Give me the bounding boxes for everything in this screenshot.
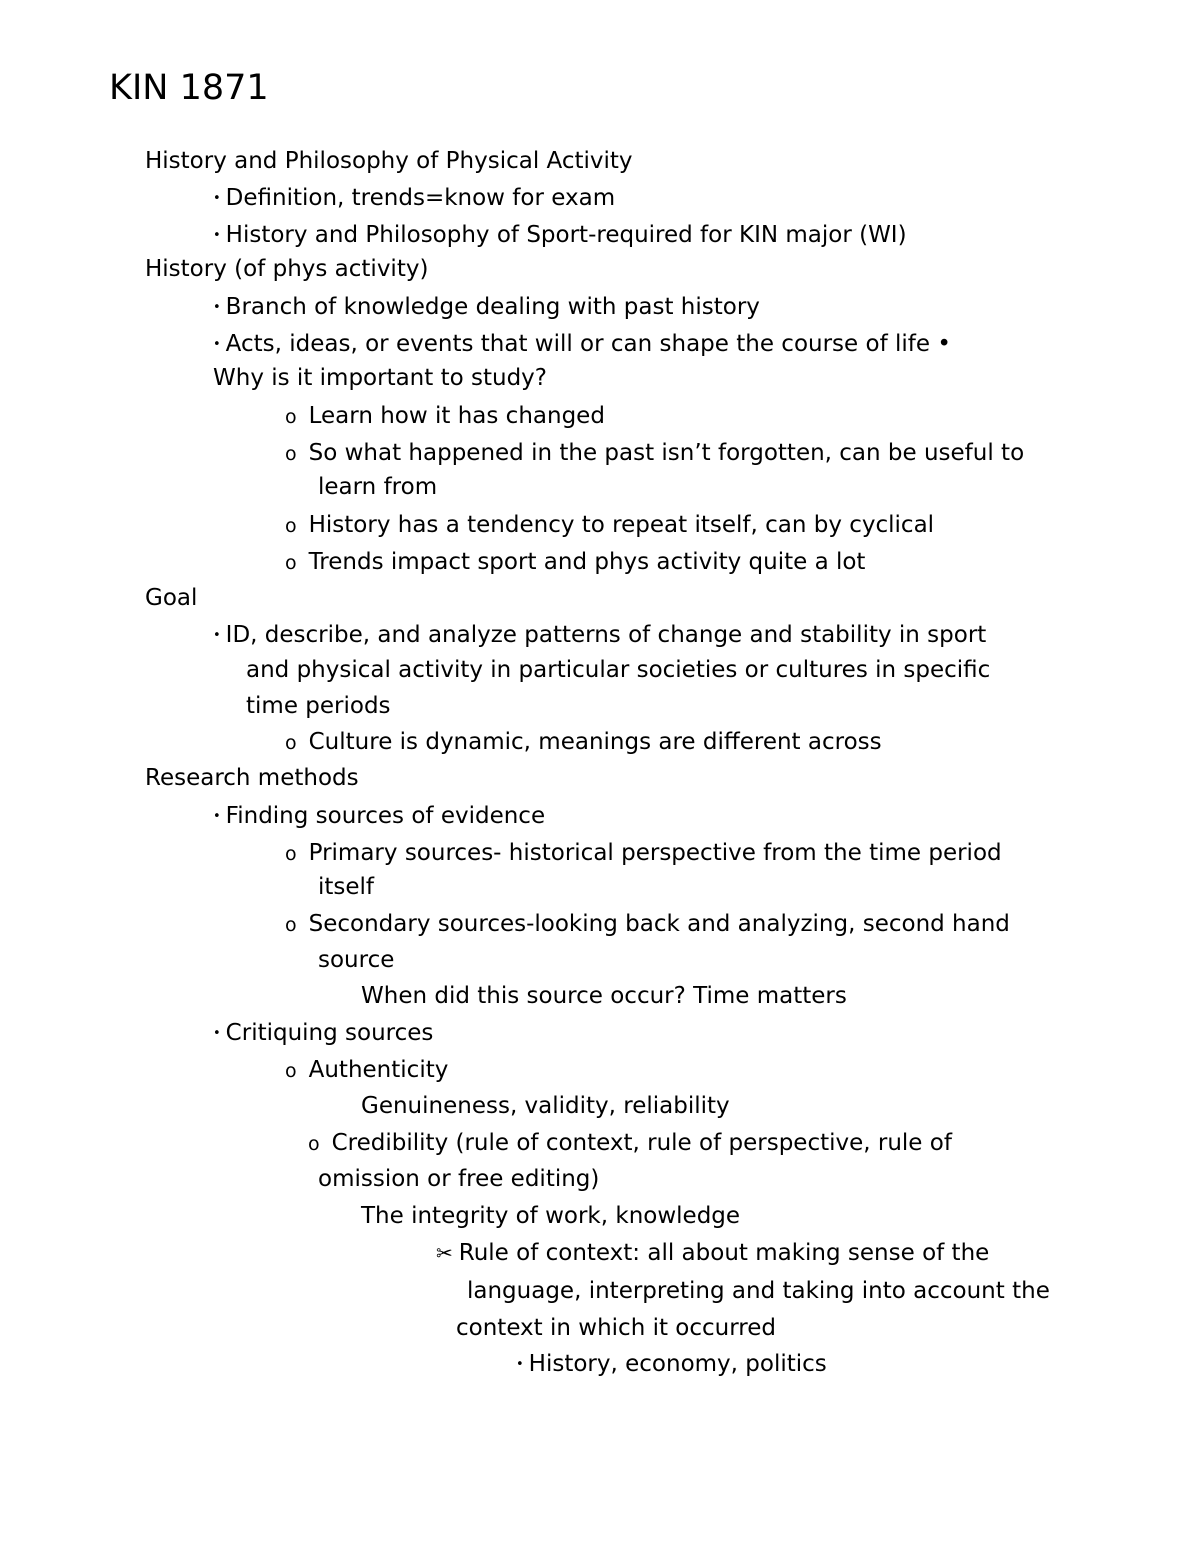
list-item (213, 329, 951, 360)
list-item-continuation: itself (318, 874, 375, 900)
list-item (308, 1128, 952, 1159)
list-item-text: Acts, ideas, or events that will or can shape the course of life • (225, 331, 951, 357)
list-item-text: Finding sources of evidence (225, 803, 546, 829)
list-item (516, 1349, 827, 1380)
circle-bullet-icon: o (285, 443, 297, 465)
list-item (213, 220, 907, 251)
list-item-text: Credibility (rule of context, rule of perspective, rule of (331, 1130, 952, 1156)
circle-bullet-icon: o (285, 406, 297, 428)
list-item (213, 183, 615, 214)
bullet-icon: • (213, 337, 221, 352)
circle-bullet-icon: o (285, 552, 297, 574)
list-item-text: Branch of knowledge dealing with past history (225, 294, 760, 320)
list-item (285, 401, 605, 432)
list-item (285, 547, 865, 578)
list-item (213, 620, 986, 651)
circle-bullet-icon: o (308, 1133, 320, 1155)
list-item-text: History has a tendency to repeat itself, can by cyclical (308, 512, 935, 538)
list-item-text: ID, describe, and analyze patterns of change and stability in sport (225, 622, 987, 648)
list-item (355, 1091, 730, 1121)
list-item-text: History and Philosophy of Sport-required for KIN major (WI) (225, 222, 907, 248)
list-item-continuation: and physical activity in particular societies or cultures in specific (246, 657, 991, 683)
list-item (285, 909, 1010, 940)
list-item (213, 801, 545, 832)
circle-bullet-icon: o (285, 1060, 297, 1082)
page-title: KIN 1871 (109, 68, 269, 108)
scissors-icon: ✂ (436, 1241, 453, 1265)
list-item-text: Culture is dynamic, meanings are different across (308, 729, 882, 755)
bullet-icon: • (213, 1026, 221, 1041)
list-item-text: Definition, trends=know for exam (225, 185, 616, 211)
list-item-text: Secondary sources-looking back and analyzing, second hand (308, 911, 1010, 937)
list-item-text: Genuineness, validity, reliability (361, 1093, 730, 1119)
bullet-icon: • (516, 1357, 524, 1372)
list-item (355, 981, 847, 1011)
list-item-text: When did this source occur? Time matters (361, 983, 847, 1009)
list-item-continuation: source (318, 947, 395, 973)
list-item (355, 1201, 740, 1231)
circle-bullet-icon: o (285, 732, 297, 754)
list-item-text: Rule of context: all about making sense of the (458, 1240, 990, 1266)
bullet-icon: • (213, 809, 221, 824)
list-item-continuation: Why is it important to study? (213, 365, 547, 391)
list-item (213, 292, 760, 323)
list-item (285, 510, 934, 541)
list-item-text: Authenticity (308, 1057, 449, 1083)
bullet-icon: • (213, 628, 221, 643)
list-item-text: The integrity of work, knowledge (361, 1203, 741, 1229)
circle-bullet-icon: o (285, 843, 297, 865)
list-item (285, 727, 882, 758)
section-heading-goal: Goal (145, 585, 198, 611)
section-heading-history-philosophy: History and Philosophy of Physical Activity (145, 148, 633, 174)
bullet-icon: • (213, 191, 221, 206)
list-item-text: So what happened in the past isn’t forgotten, can be useful to (308, 440, 1025, 466)
list-item-continuation: omission or free editing) (318, 1166, 600, 1192)
list-item-text: Trends impact sport and phys activity quite a lot (308, 549, 866, 575)
list-item-continuation: learn from (318, 474, 438, 500)
circle-bullet-icon: o (285, 515, 297, 537)
section-heading-research-methods: Research methods (145, 765, 359, 791)
circle-bullet-icon: o (285, 914, 297, 936)
list-item-continuation: language, interpreting and taking into account the (467, 1278, 1050, 1304)
list-item-text: Primary sources- historical perspective from the time period (308, 840, 1002, 866)
list-item-continuation: context in which it occurred (456, 1315, 777, 1341)
list-item-text: History, economy, politics (528, 1351, 827, 1377)
list-item (285, 838, 1002, 869)
bullet-icon: • (213, 300, 221, 315)
list-item (213, 1018, 433, 1049)
list-item-text: Critiquing sources (225, 1020, 434, 1046)
list-item-continuation: time periods (246, 693, 391, 719)
section-heading-history: History (of phys activity) (145, 256, 429, 282)
list-item (285, 438, 1024, 469)
list-item (436, 1238, 989, 1268)
bullet-icon: • (213, 228, 221, 243)
list-item-text: Learn how it has changed (308, 403, 605, 429)
list-item (285, 1055, 448, 1086)
